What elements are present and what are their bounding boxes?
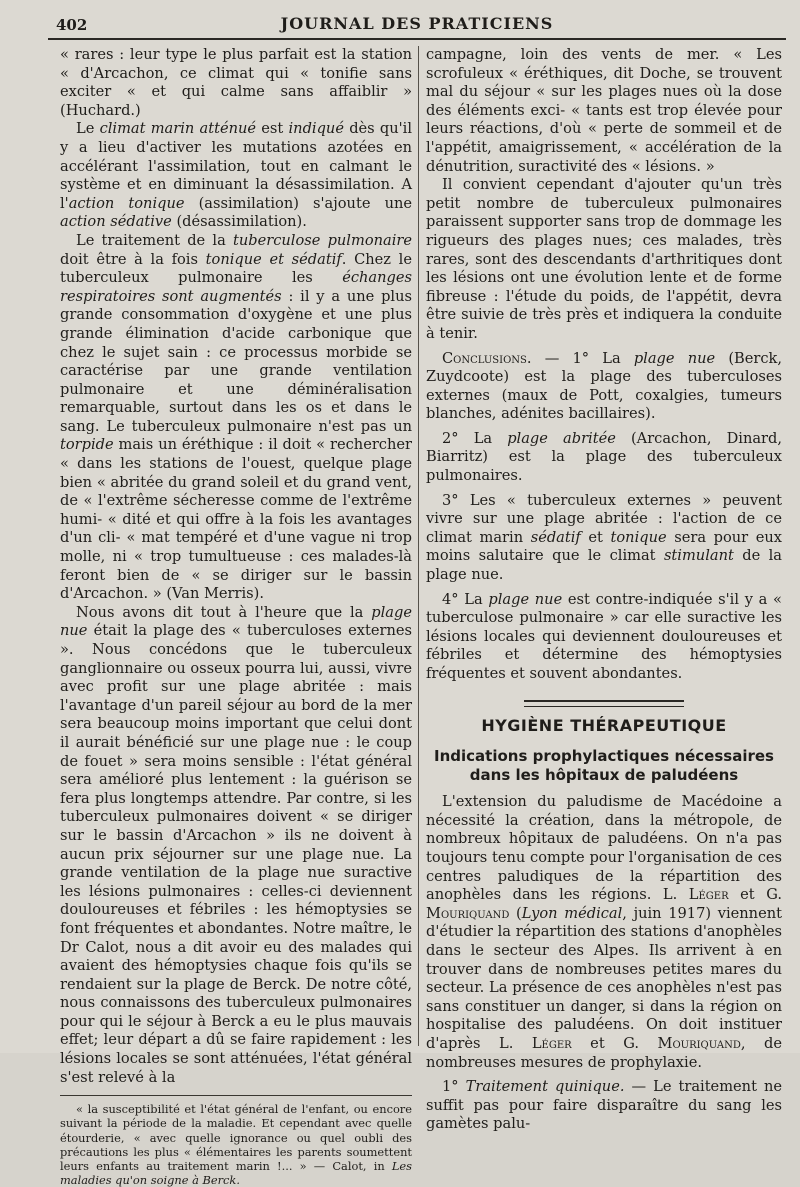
section-divider: [524, 700, 684, 707]
conclusion-3: 3° Les « tuberculeux externes » peuvent vivre sur une plage abritée : l'action de ce climat marin sédatif et tonique sera pour eux moins salutaire que le climat stimulant de la plage nue.: [426, 491, 782, 584]
left-paragraph-4: Nous avons dit tout à l'heure que la plage nue était la plage des « tuberculoses externes ». Nous concédons que le tuberculeux ganglionnaire ou osseux pourra lui, aussi, vivre avec profit sur une plage abritée : mais l'avantage d'un pareil séjour au bord de la mer sera beaucoup moins important que celui dont il aurait bénéficié sur une plage nue : le coup de fouet » sera moins sensible : l'état général sera amélioré plus lentement : la guérison se fera plus longtemps attendre. Par contre, si les tuberculeux pulmonaires doivent « se diriger sur le bassin d'Arcachon » ils ne doivent à aucun prix séjourner sur une plage nue. La grande ventilation de la plage nue suractive les lésions pulmonaires : celles-ci deviennent douloureuses et fébriles : les hémoptysies se font fréquentes et abondantes. Notre maître, le Dr Calot, nous a dit avoir eu des malades qui avaient des hémoptysies chaque fois qu'ils se rendaient sur la plage de Berck. De notre côté, nous connaissons des tuberculeux pulmonaires pour qui le séjour à Berck a eu le plus mauvais effet; leur départ a dû se faire rapidement : les lésions locales se sont atténuées, l'état général s'est relevé à la: [60, 603, 412, 1086]
conclusion-1: Conclusions. — 1° La plage nue (Berck, Zuydcoote) est la plage des tuberculoses externes (maux de Pott, coxalgies, tumeurs blanches, adénites bacillaires).: [426, 349, 783, 423]
column-divider: [418, 46, 419, 1046]
conclusion-4: 4° La plage nue est contre-indiquée s'il y a « tuberculose pulmonaire » car elle suractive les lésions locales qui deviennent douloureuses et fébriles et détermine des hémoptysies fréquentes et souvent abondantes.: [426, 590, 782, 682]
left-paragraph-3: Le traitement de la tuberculose pulmonaire doit être à la fois tonique et sédatif. Chez le tuberculeux pulmonaire les échanges respiratoires sont augmentés : il y a une plus grande consommation d'oxygène et une plus grande élimination d'acide carbonique que chez le sujet sain : ce processus morbide se caractérise par une grande ventilation pulmonaire et une déminéralisation remarquable, surtout dans les os et dans le sang. Le tuberculeux pulmonaire n'est pas un torpide mais un éréthique : il doit « rechercher « dans les stations de l'ouest, quelque plage bien « abritée du grand soleil et du grand vent, de « l'extrême sécheresse comme de l'extrême humi- « dité et qui offre à la fois les avantages d'un cli- « mat tempéré et d'une vague ni trop molle, ni « trop tumultueuse : ces malades-là feront bien de « se diriger sur le bassin d'Arcachon. » (Van Merris).: [60, 231, 412, 603]
page-header: [48, 8, 786, 40]
journal-title: JOURNAL DES PRATICIENS: [280, 14, 554, 33]
article-paragraph-1: L'extension du paludisme de Macédoine a nécessité la création, dans la métropole, de nombreux hôpitaux de paludéens. On n'a pas toujours tenu compte pour l'organisation de ces centres paludiques de la répartition des anophèles dans les régions. L. Léger et G. Mouriquand (Lyon médical, juin 1917) viennent d'étudier la répartition des stations d'anophèles dans le secteur des Alpes. Ils arrivent à en trouver dans de nombreuses petites mares du secteur. La présence de ces anophèles n'est pas sans constituer un danger, si dans la région on hospitalise des paludéens. On doit instituer d'après L. Léger et G. Mouriquand, de nombreuses mesures de prophylaxie.: [426, 793, 782, 1071]
left-paragraph-1: « rares : leur type le plus parfait est la station « d'Arcachon, ce climat qui « tonifie sans exciter « et qui calme sans affaiblir » (Huchard.): [60, 46, 412, 119]
article-paragraph-2: 1° Traitement quinique. — Le traitement ne suffit pas pour faire disparaître du sang les gamètes palu-: [426, 1078, 782, 1133]
left-paragraph-2: Le climat marin atténué est indiqué dès qu'il y a lieu d'activer les mutations azotées en accélérant l'assimilation, tout en calmant le système et en diminuant la désassimilation. A l'action tonique (assimilation) s'ajoute une action sédative (désassimilation).: [60, 120, 413, 231]
page-number: 402: [56, 16, 88, 34]
left-column: [60, 46, 412, 1187]
conclusion-2: 2° La plage abritée (Arcachon, Dinard, Biarritz) est la plage des tuberculeux pulmonaires.: [426, 429, 782, 485]
article-title: Indications prophylactiques nécessaires dans les hôpitaux de paludéens: [434, 747, 774, 785]
right-paragraph-2: Il convient cependant d'ajouter qu'un très petit nombre de tuberculeux pulmonaires paraissent supporter sans trop de dommage les rigueurs des plages nues; ces malades, très rares, sont des descendants d'arthritiques dont les lésions ont une évolution lente et de forme fibreuse : l'étude du poids, de l'appétit, devra être suivie de très près et indiquera la conduite à tenir.: [426, 176, 782, 342]
right-paragraph-1: campagne, loin des vents de mer. « Les scrofuleux « éréthiques, dit Doche, se trouvent mal du séjour « sur les plages nues où la dose des éléments exci- « tants est trop élevée pour leurs réactions, d'où « perte de sommeil et de l'appétit, amaigrissement, « accélération de la dénutrition, suractivité des « lésions. »: [426, 46, 782, 175]
right-column: [426, 46, 782, 1134]
footnote: « la susceptibilité et l'état général de l'enfant, ou encore suivant la période de la maladie. Et cependant avec quelle étourderie, « avec quelle ignorance ou quel oubli des précautions les plus « élémentaires les parents soumettent leurs enfants au traitement marin !... » — Calot, in Les maladies qu'on soigne à Berck.: [60, 1102, 412, 1187]
footnote-divider: [60, 1095, 412, 1096]
section-title: HYGIÈNE THÉRAPEUTIQUE: [481, 715, 727, 735]
